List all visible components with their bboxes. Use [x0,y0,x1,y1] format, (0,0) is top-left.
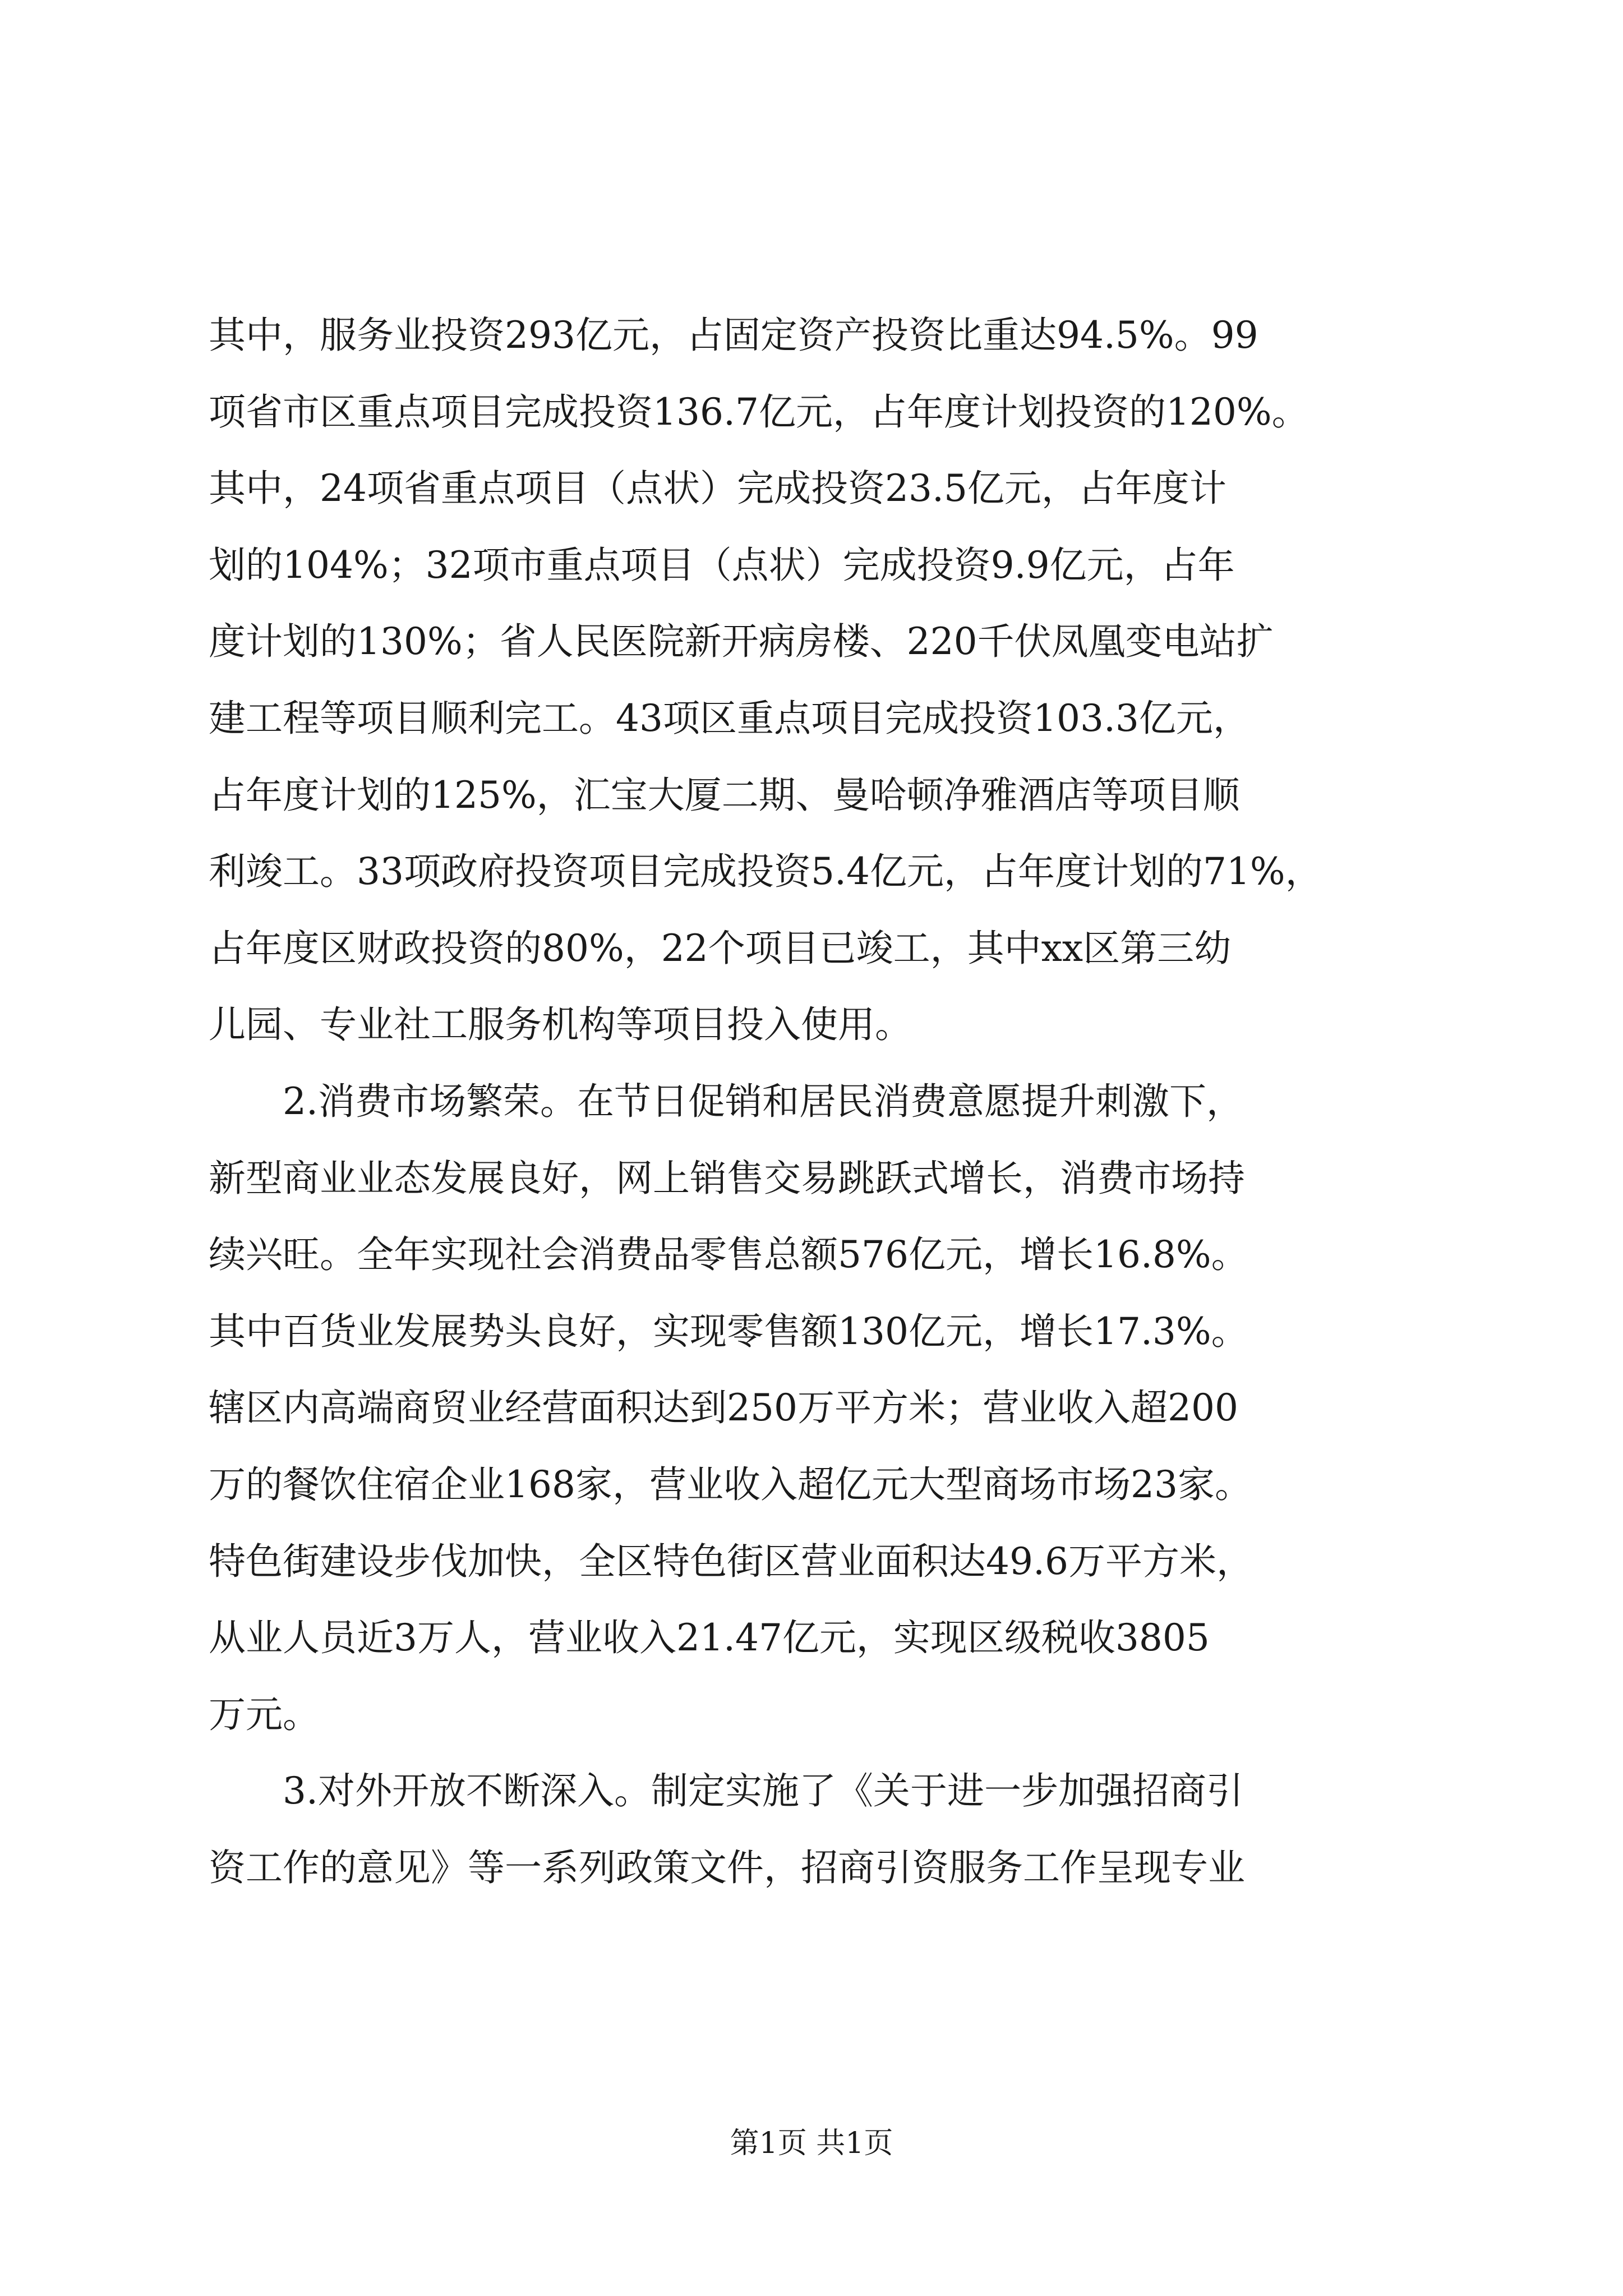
text-line: 从业人员近3万人，营业收入21.47亿元，实现区级税收3805 [209,1616,1210,1660]
paragraph-3-heading-line: 3.对外开放不断深入。制定实施了《关于进一步加强招商引 [283,1769,1243,1813]
text-line: 万元。 [209,1692,320,1736]
text-line: 度计划的130%；省人民医院新开病房楼、220千伏凤凰变电站扩 [209,620,1274,664]
text-line: 建工程等项目顺利完工。43项区重点项目完成投资103.3亿元， [209,696,1250,740]
text-line: 新型商业业态发展良好，网上销售交易跳跃式增长，消费市场持 [209,1156,1245,1200]
paragraph-2-heading-line: 2.消费市场繁荣。在节日促销和居民消费意愿提升刺激下， [283,1079,1243,1123]
text-line: 其中，服务业投资293亿元，占固定资产投资比重达94.5%。99 [209,314,1258,357]
document-body [209,297,1448,1906]
text-line: 续兴旺。全年实现社会消费品零售总额576亿元，增长16.8%。 [209,1233,1248,1277]
text-line: 划的104%；32项市重点项目（点状）完成投资9.9亿元，占年 [209,543,1235,587]
text-line: 占年度区财政投资的80%，22个项目已竣工，其中xx区第三幼 [209,926,1232,970]
text-line: 特色街建设步伐加快，全区特色街区营业面积达49.6万平方米， [209,1539,1253,1583]
text-line: 儿园、专业社工服务机构等项目投入使用。 [209,1003,912,1047]
text-line: 占年度计划的125%，汇宝大厦二期、曼哈顿净雅酒店等项目顺 [209,773,1240,817]
text-line: 其中，24项省重点项目（点状）完成投资23.5亿元，占年度计 [209,467,1227,510]
text-line: 辖区内高端商贸业经营面积达到250万平方米；营业收入超200 [209,1386,1238,1430]
text-line: 资工作的意见》等一系列政策文件，招商引资服务工作呈现专业 [209,1846,1245,1889]
page-footer: 第1页 共1页 [730,2127,893,2160]
text-line: 利竣工。33项政府投资项目完成投资5.4亿元，占年度计划的71%， [209,850,1322,894]
text-line: 万的餐饮住宿企业168家，营业收入超亿元大型商场市场23家。 [209,1462,1252,1506]
text-line: 项省市区重点项目完成投资136.7亿元，占年度计划投资的120%。 [209,390,1309,434]
text-line: 其中百货业发展势头良好，实现零售额130亿元，增长17.3%。 [209,1309,1248,1353]
